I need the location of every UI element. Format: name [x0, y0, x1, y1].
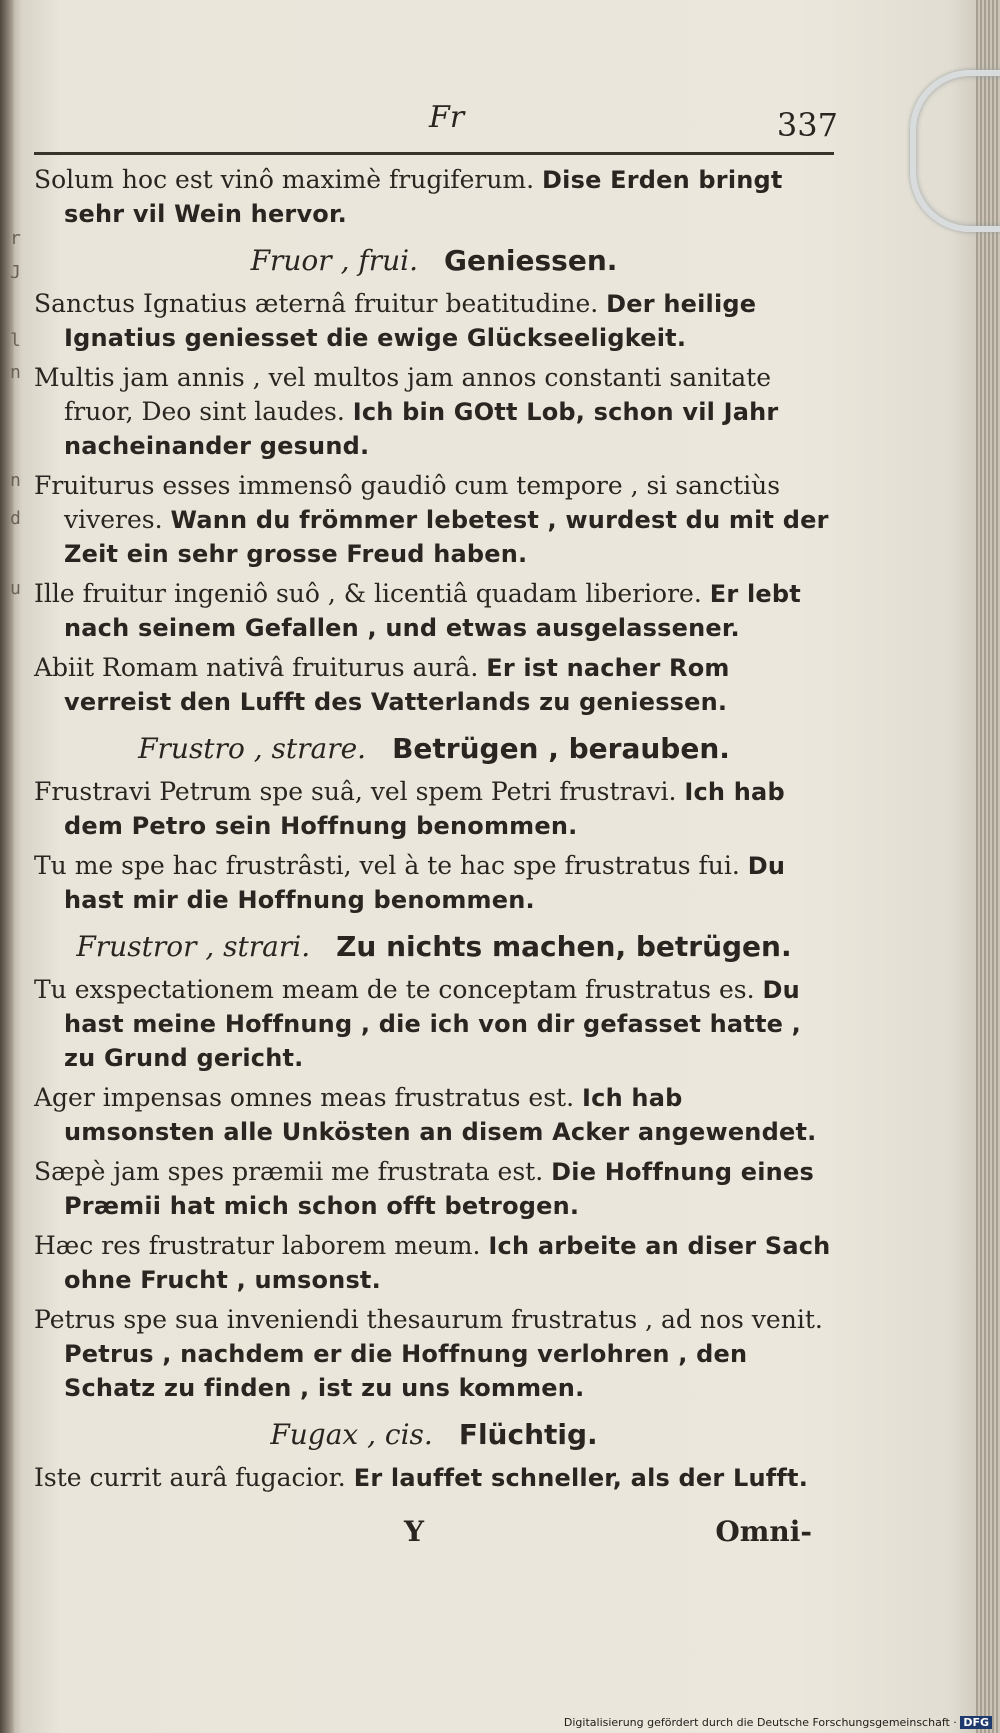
lemma-heading [34, 241, 834, 281]
example-entry [34, 651, 834, 719]
german-translation: Dise Erden bringt sehr vil Wein hervor. [64, 166, 783, 228]
example-entry [34, 1155, 834, 1223]
german-translation: Petrus , nachdem er die Hoffnung verlohren , den Schatz zu finden , ist zu uns kommen. [64, 1340, 748, 1402]
margin-mark: n [10, 470, 21, 491]
latin-text: Tu me spe hac frustrâsti, vel à te hac spe frustratus fui. [34, 851, 740, 880]
german-translation: Ich bin GOtt Lob, schon vil Jahr nacheinander gesund. [64, 398, 779, 460]
running-header [34, 96, 838, 155]
latin-text: Sæpè jam spes præmii me frustrata est. [34, 1157, 544, 1186]
latin-text: Ille fruitur ingeniô suô , & licentiâ quadam liberiore. [34, 579, 702, 608]
example-entry [34, 287, 834, 355]
german-translation: Ich arbeite an diser Sach ohne Frucht , umsonst. [64, 1232, 831, 1294]
margin-mark: l [10, 330, 21, 351]
lemma-meaning: Zu nichts machen, betrügen. [336, 930, 792, 963]
german-translation: Wann du frömmer lebetest , wurdest du mit der Zeit ein sehr grosse Freud haben. [64, 506, 829, 568]
lemma-meaning: Geniessen. [444, 244, 618, 277]
guide-word: Fr [429, 100, 465, 135]
lemma-word: Frustror , strari. [76, 930, 311, 963]
example-entry [34, 1461, 834, 1495]
margin-mark: n [10, 362, 21, 383]
margin-marks [10, 0, 24, 1733]
catchword: Omni- [715, 1515, 812, 1548]
latin-text: Abiit Romam nativâ fruiturus aurâ. [34, 653, 479, 682]
lemma-heading [34, 1415, 834, 1455]
german-translation: Er lebt nach seinem Gefallen , und etwas ausgelassener. [64, 580, 801, 642]
latin-text: Frustravi Petrum spe suâ, vel spem Petri frustravi. [34, 777, 677, 806]
german-translation: Du hast mir die Hoffnung benommen. [64, 852, 786, 914]
german-translation: Ich hab dem Petro sein Hoffnung benommen. [64, 778, 785, 840]
latin-text: Petrus spe sua inveniendi thesaurum frustratus , ad nos venit. [34, 1305, 823, 1334]
latin-text: Ager impensas omnes meas frustratus est. [34, 1083, 575, 1112]
page-clip [910, 70, 1000, 232]
example-entry [34, 973, 834, 1075]
latin-text: Sanctus Ignatius æternâ fruitur beatitudine. [34, 289, 599, 318]
german-translation: Der heilige Ignatius geniesset die ewige Glückseeligkeit. [64, 290, 757, 352]
example-entry [34, 361, 834, 463]
page-footer [34, 1515, 834, 1559]
dictionary-entries [34, 163, 834, 1495]
german-translation: Er lauffet schneller, als der Lufft. [353, 1464, 809, 1492]
latin-text: Multis jam annis , vel multos jam annos constanti sanitate fruor, Deo sint laudes. [34, 363, 772, 426]
example-entry [34, 775, 834, 843]
margin-mark: J [10, 262, 21, 283]
latin-text: Fruiturus esses immensô gaudiô cum tempore , si sanctiùs viveres. [34, 471, 781, 534]
lemma-heading [34, 729, 834, 769]
latin-text: Hæc res frustratur laborem meum. [34, 1231, 481, 1260]
example-entry [34, 577, 834, 645]
latin-text: Solum hoc est vinô maximè frugiferum. [34, 165, 535, 194]
margin-mark: u [10, 578, 21, 599]
margin-mark: r [10, 228, 21, 249]
signature-mark: Y [404, 1515, 424, 1548]
margin-mark: d [10, 508, 21, 529]
german-translation: Ich hab umsonsten alle Unkösten an disem Acker angewendet. [64, 1084, 817, 1146]
dfg-logo: DFG [960, 1716, 992, 1729]
lemma-heading [34, 927, 834, 967]
page-content [34, 96, 838, 1559]
example-entry [34, 1081, 834, 1149]
german-translation: Die Hoffnung eines Præmii hat mich schon offt betrogen. [64, 1158, 814, 1220]
example-entry [34, 849, 834, 917]
lemma-word: Fugax , cis. [270, 1418, 433, 1451]
lemma-meaning: Betrügen , berauben. [392, 732, 730, 765]
example-entry [34, 469, 834, 571]
german-translation: Du hast meine Hoffnung , die ich von dir gefasset hatte , zu Grund gericht. [64, 976, 801, 1072]
example-entry [34, 1229, 834, 1297]
page-stack-edge [976, 0, 1000, 1733]
digitization-credit [564, 1716, 992, 1729]
latin-text: Tu exspectationem meam de te conceptam frustratus es. [34, 975, 755, 1004]
credit-text: Digitalisierung gefördert durch die Deutsche Forschungsgemeinschaft · [563, 1716, 957, 1729]
lemma-meaning: Flüchtig. [458, 1418, 598, 1451]
example-entry [34, 1303, 834, 1405]
latin-text: Iste currit aurâ fugacior. [34, 1463, 346, 1492]
german-translation: Er ist nacher Rom verreist den Lufft des Vatterlands zu geniessen. [64, 654, 730, 716]
lemma-word: Frustro , strare. [138, 732, 367, 765]
example-entry [34, 163, 834, 231]
lemma-word: Fruor , frui. [250, 244, 419, 277]
page-number: 337 [776, 106, 838, 144]
